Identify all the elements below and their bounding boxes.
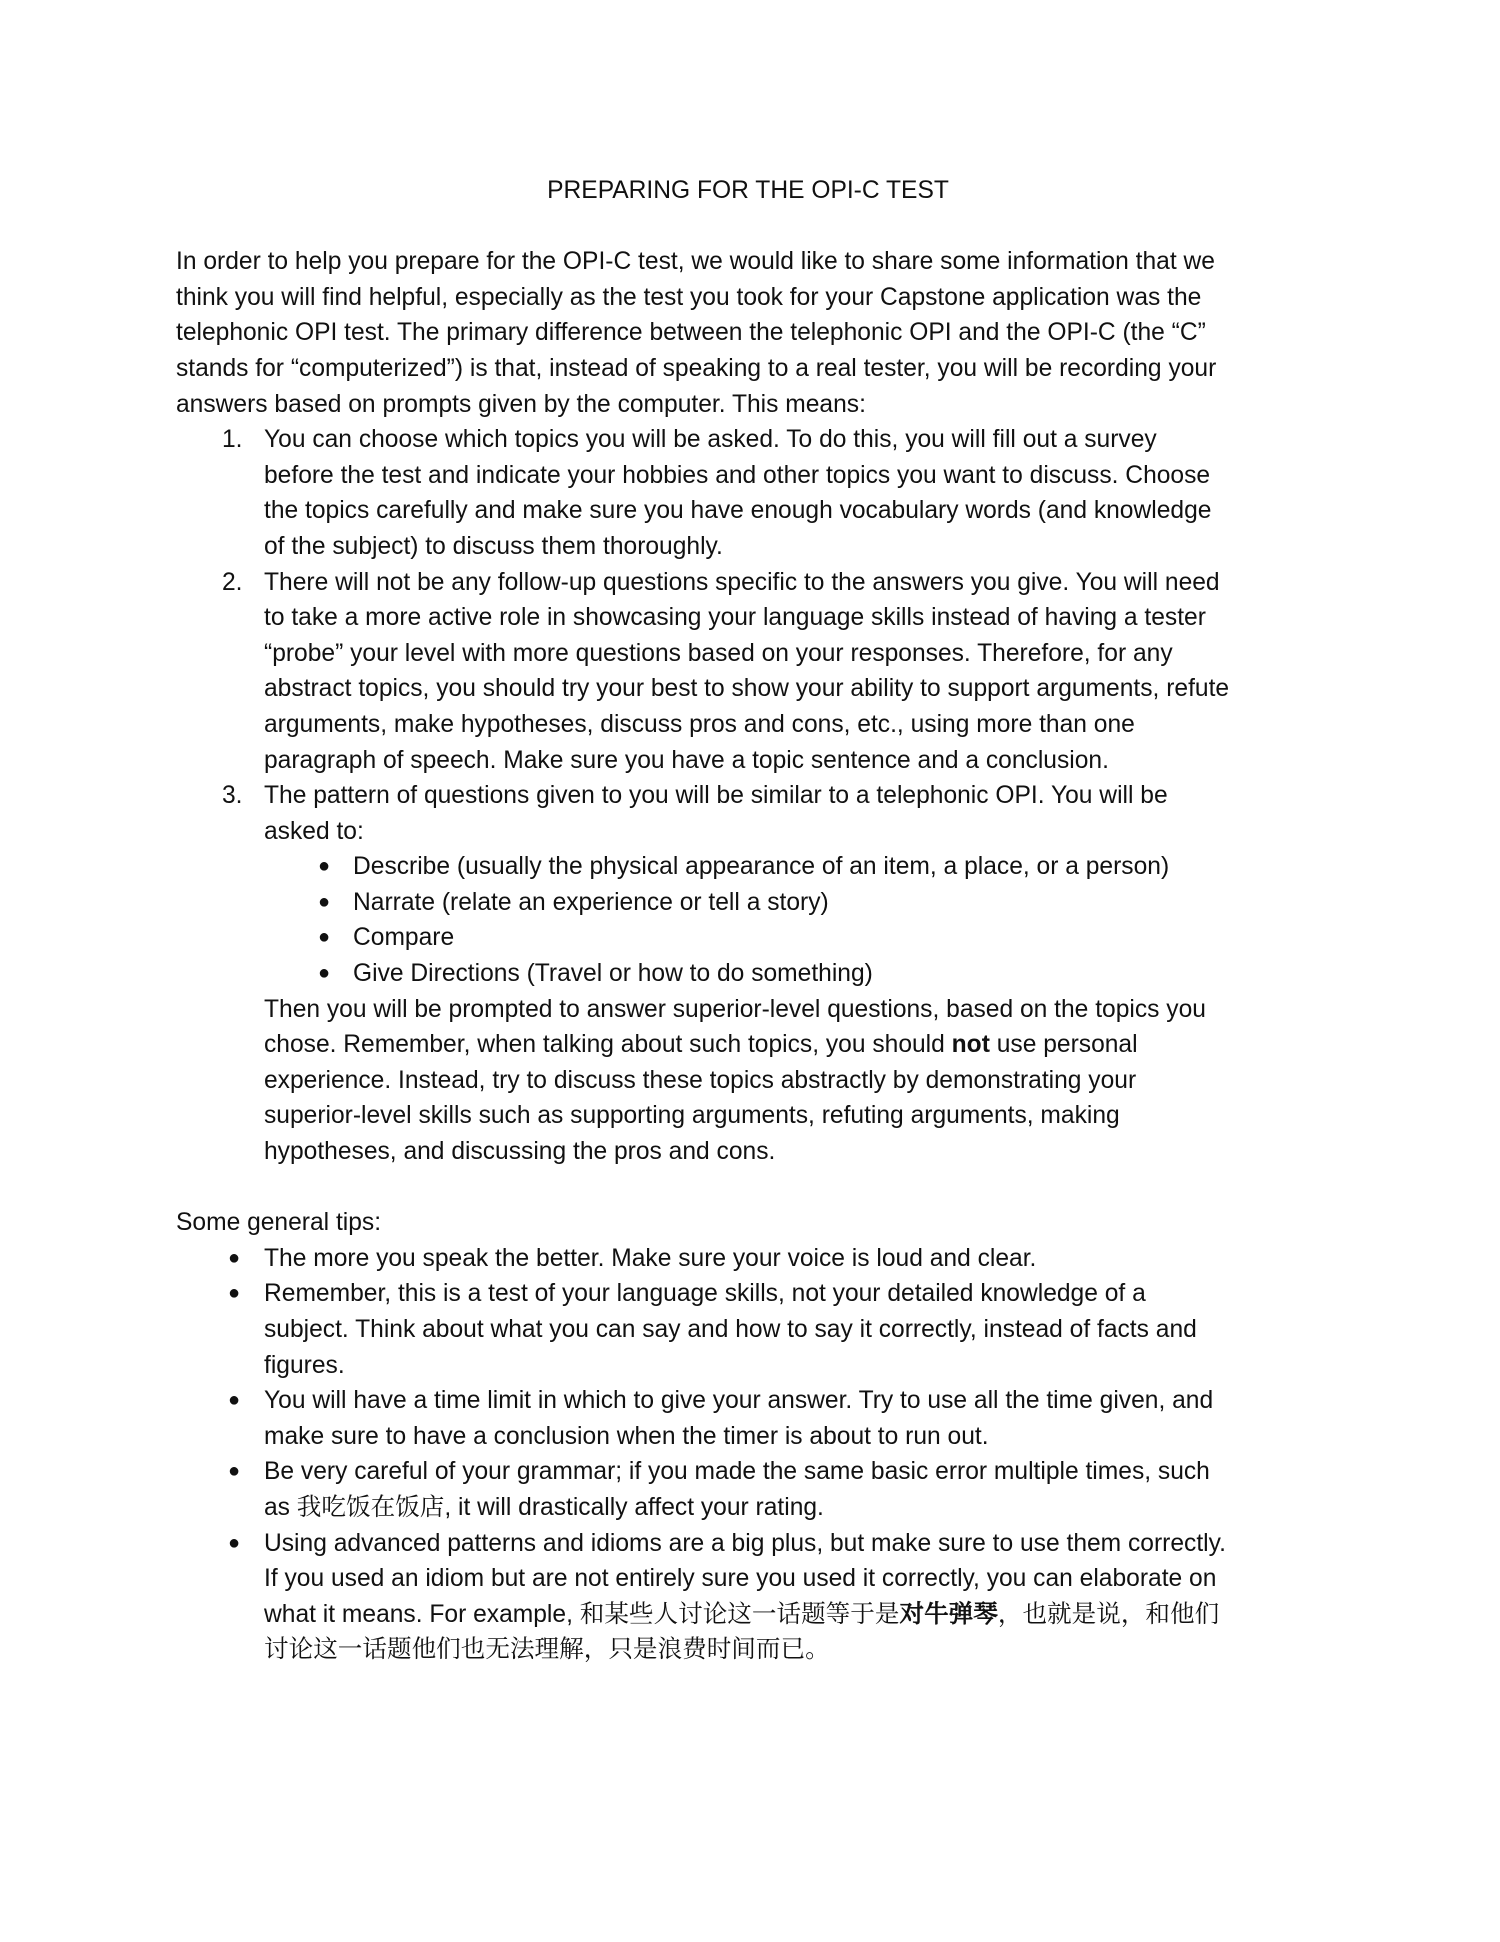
- text-line: [264, 1419, 1500, 1455]
- text-line: [264, 992, 1500, 1028]
- text-segment: Then you will be prompted to answer superior-level questions, based on the topics you: [264, 995, 1206, 1023]
- text-line: [264, 1063, 1500, 1099]
- bold-text: 对牛弹琴: [899, 1600, 998, 1628]
- document-page: [0, 173, 1500, 1668]
- text-segment: use personal: [989, 1031, 1138, 1059]
- text-line: telephonic OPI test. The primary difference between the telephonic OPI and the OPI-C (the “C”: [176, 319, 1206, 347]
- text-segment: Using advanced patterns and idioms are a big plus, but make sure to use them correctly.: [264, 1529, 1226, 1557]
- text-segment: experience. Instead, try to discuss these topics abstractly by demonstrating your: [264, 1066, 1137, 1094]
- text-line: [264, 1348, 1500, 1384]
- text-segment: The more you speak the better. Make sure your voice is loud and clear.: [264, 1244, 1037, 1272]
- text-line: There will not be any follow-up questions specific to the answers you give. You will need: [264, 568, 1220, 596]
- text-segment: Remember, this is a test of your language skills, not your detailed knowledge of a: [264, 1280, 1146, 1308]
- text-line: before the test and indicate your hobbies and other topics you want to discuss. Choose: [264, 461, 1211, 489]
- sub-bullet-item: [318, 885, 1500, 921]
- text-line: You can choose which topics you will be asked. To do this, you will fill out a survey: [264, 426, 1157, 454]
- tip-item: [228, 1454, 1500, 1525]
- text-segment: make sure to have a conclusion when the timer is about to run out.: [264, 1422, 989, 1450]
- numbered-list: [0, 422, 1500, 1169]
- intro-paragraph: [176, 244, 1500, 422]
- bullet-icon: ●: [318, 926, 331, 949]
- text-segment: subject. Think about what you can say and how to say it correctly, instead of facts and: [264, 1316, 1197, 1343]
- bold-text: not: [951, 1031, 990, 1059]
- text-segment: as 我吃饭在饭店, it will drastically affect your rating.: [264, 1493, 824, 1521]
- text-line: [264, 1561, 1500, 1597]
- list-number: 2.: [222, 568, 243, 596]
- text-segment: superior-level skills such as supporting arguments, refuting arguments, making: [264, 1102, 1120, 1130]
- text-segment: ，也就是说，和他们: [997, 1600, 1220, 1628]
- list-number: 3.: [222, 782, 243, 810]
- sub-bullet-item: [318, 849, 1500, 885]
- document-title: PREPARING FOR THE OPI-C TEST: [547, 177, 949, 204]
- tip-item: [228, 1526, 1500, 1668]
- text-segment: 讨论这一话题他们也无法理解，只是浪费时间而已。: [264, 1636, 830, 1664]
- bullet-icon: ●: [228, 1282, 241, 1305]
- spacer: [0, 209, 1500, 245]
- text-line: [264, 1454, 1500, 1490]
- text-line: [264, 1632, 1500, 1668]
- text-line: Describe (usually the physical appearance of an item, a place, or a person): [353, 853, 1170, 881]
- text-segment: Be very careful of your grammar; if you made the same basic error multiple times, such: [264, 1458, 1210, 1486]
- text-line: Narrate (relate an experience or tell a story): [353, 888, 829, 916]
- bullet-icon: ●: [318, 890, 331, 913]
- text-line: paragraph of speech. Make sure you have a topic sentence and a conclusion.: [264, 746, 1109, 774]
- tip-item: [228, 1276, 1500, 1383]
- bullet-icon: ●: [228, 1246, 241, 1269]
- text-segment: If you used an idiom but are not entirely sure you used it correctly, you can elaborate on: [264, 1565, 1217, 1593]
- text-line: to take a more active role in showcasing your language skills instead of having a tester: [264, 604, 1206, 632]
- text-line: [264, 1027, 1500, 1063]
- text-line: think you will find helpful, especially as the test you took for your Capstone application was the: [176, 283, 1202, 311]
- text-line: [264, 1383, 1500, 1419]
- text-line: [264, 1312, 1500, 1348]
- numbered-list-item: [222, 422, 1500, 564]
- text-line: [264, 1241, 1500, 1277]
- text-line: Compare: [353, 924, 455, 952]
- list-number: 1.: [222, 426, 243, 454]
- text-segment: chose. Remember, when talking about such topics, you should: [264, 1031, 952, 1059]
- bullet-icon: ●: [228, 1531, 241, 1554]
- tip-item: [228, 1241, 1500, 1277]
- text-line: “probe” your level with more questions based on your responses. Therefore, for any: [264, 639, 1173, 667]
- bullet-icon: ●: [228, 1389, 241, 1412]
- text-line: asked to:: [264, 817, 364, 845]
- text-line: the topics carefully and make sure you have enough vocabulary words (and knowledge: [264, 497, 1212, 525]
- text-line: stands for “computerized”) is that, instead of speaking to a real tester, you will be recording your: [176, 354, 1217, 382]
- text-line: [264, 1276, 1500, 1312]
- tip-item: [228, 1383, 1500, 1454]
- numbered-list-item: [222, 565, 1500, 779]
- text-segment: You will have a time limit in which to give your answer. Try to use all the time given, and: [264, 1387, 1214, 1415]
- text-line: [264, 1490, 1500, 1526]
- numbered-list-item: [222, 778, 1500, 849]
- text-line: arguments, make hypotheses, discuss pros and cons, etc., using more than one: [264, 710, 1135, 738]
- bullet-icon: ●: [318, 855, 331, 878]
- bullet-icon: ●: [228, 1460, 241, 1483]
- text-line: of the subject) to discuss them thoroughly.: [264, 532, 723, 560]
- text-line: abstract topics, you should try your best to show your ability to support arguments, refute: [264, 675, 1230, 703]
- text-segment: figures.: [264, 1351, 345, 1379]
- list-item-continuation: [264, 992, 1500, 1170]
- text-line: Give Directions (Travel or how to do something): [353, 960, 873, 988]
- sub-bullet-item: [318, 956, 1500, 992]
- text-line: [264, 1526, 1500, 1562]
- bullet-icon: ●: [318, 962, 331, 985]
- text-line: [264, 1597, 1500, 1633]
- text-line: In order to help you prepare for the OPI-C test, we would like to share some information that we: [176, 248, 1215, 276]
- tips-heading: Some general tips:: [176, 1209, 382, 1237]
- text-segment: what it means. For example, 和某些人讨论这一话题等于是: [264, 1600, 900, 1628]
- text-line: The pattern of questions given to you will be similar to a telephonic OPI. You will be: [264, 782, 1168, 810]
- text-line: answers based on prompts given by the computer. This means:: [176, 390, 866, 418]
- text-line: [264, 1134, 1500, 1170]
- text-line: [264, 1098, 1500, 1134]
- sub-bullet-item: [318, 920, 1500, 956]
- tips-list: [0, 1241, 1500, 1668]
- spacer: [0, 1170, 1500, 1206]
- text-segment: hypotheses, and discussing the pros and cons.: [264, 1138, 776, 1166]
